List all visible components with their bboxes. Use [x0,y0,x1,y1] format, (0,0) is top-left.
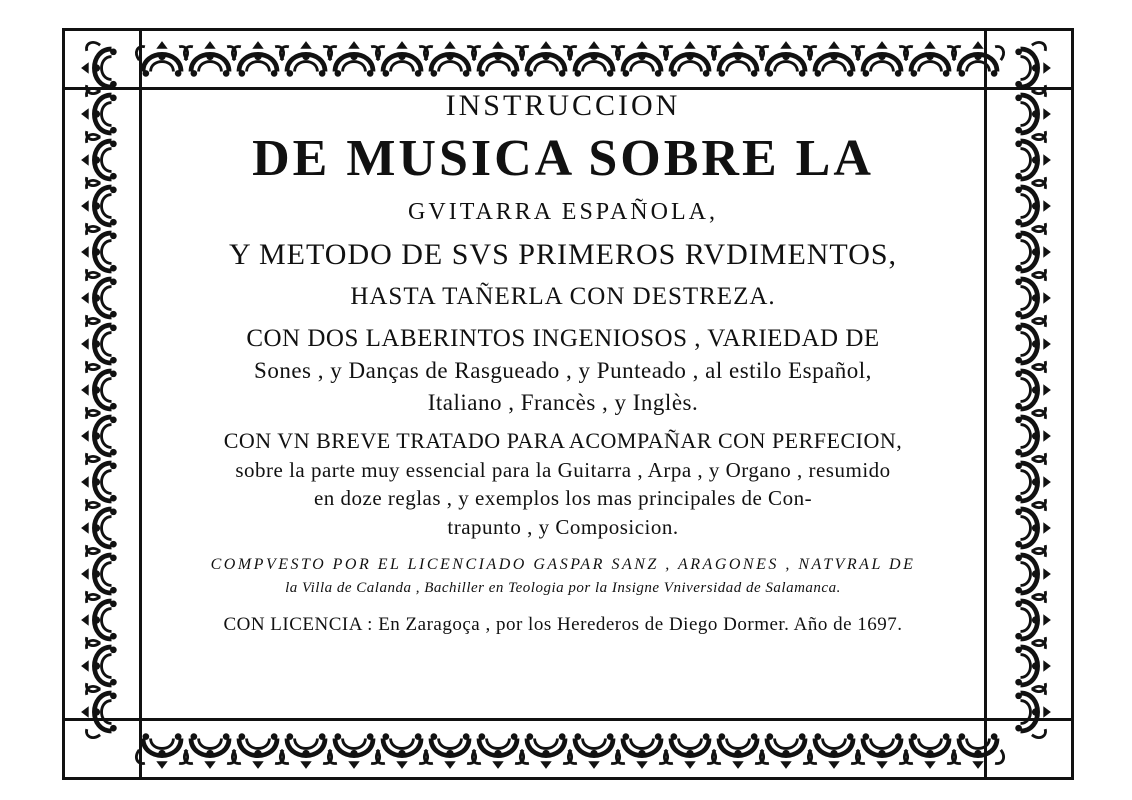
imprint-line: CON LICENCIA : En Zaragoça , por los Herederos de Diego Dormer. Año de 1697. [223,614,903,635]
title-block [142,86,984,638]
description-line-tratado: CON VN BREVE TRATADO PARA ACOMPAÑAR CON PERFECION, [223,428,903,453]
scroll-ornament-right-icon [984,28,1074,780]
title-line-guitarra: GVITARRA ESPAÑOLA, [408,199,718,225]
author-origin-line: la Villa de Calanda , Bachiller en Teologia por la Insigne Vniversidad de Salamanca. [285,580,841,596]
ornamental-border-right [984,28,1074,780]
description-line-reglas: en doze reglas , y exemplos los mas principales de Con- [313,486,813,510]
ornamental-border-top [62,28,1074,90]
subtitle-line-destreza: HASTA TAÑERLA CON DESTREZA. [350,283,776,310]
title-line-main: DE MUSICA SOBRE LA [252,130,874,187]
description-line-essencial: sobre la parte muy essencial para la Guitarra , Arpa , y Organo , resumido [235,458,891,482]
title-line-instruccion: INSTRUCCION [445,89,681,122]
scroll-ornament-top-icon [62,28,1074,90]
description-line-sones: Sones , y Danças de Rasgueado , y Punteado , al estilo Español, [254,358,872,383]
scroll-ornament-bottom-icon [62,718,1074,780]
description-line-composicion: trapunto , y Composicion. [447,515,679,539]
description-line-italiano: Italiano , Francès , y Inglès. [427,390,699,415]
author-line: COMPVESTO POR EL LICENCIADO GASPAR SANZ , ARAGONES , NATVRAL DE [210,556,916,573]
subtitle-line-metodo: Y METODO DE SVS PRIMEROS RVDIMENTOS, [228,238,898,271]
ornamental-border-bottom [62,718,1074,780]
scroll-ornament-left-icon [62,28,142,780]
ornamental-border-left [62,28,142,780]
description-line-laberintos: CON DOS LABERINTOS INGENIOSOS , VARIEDAD DE [246,325,880,352]
